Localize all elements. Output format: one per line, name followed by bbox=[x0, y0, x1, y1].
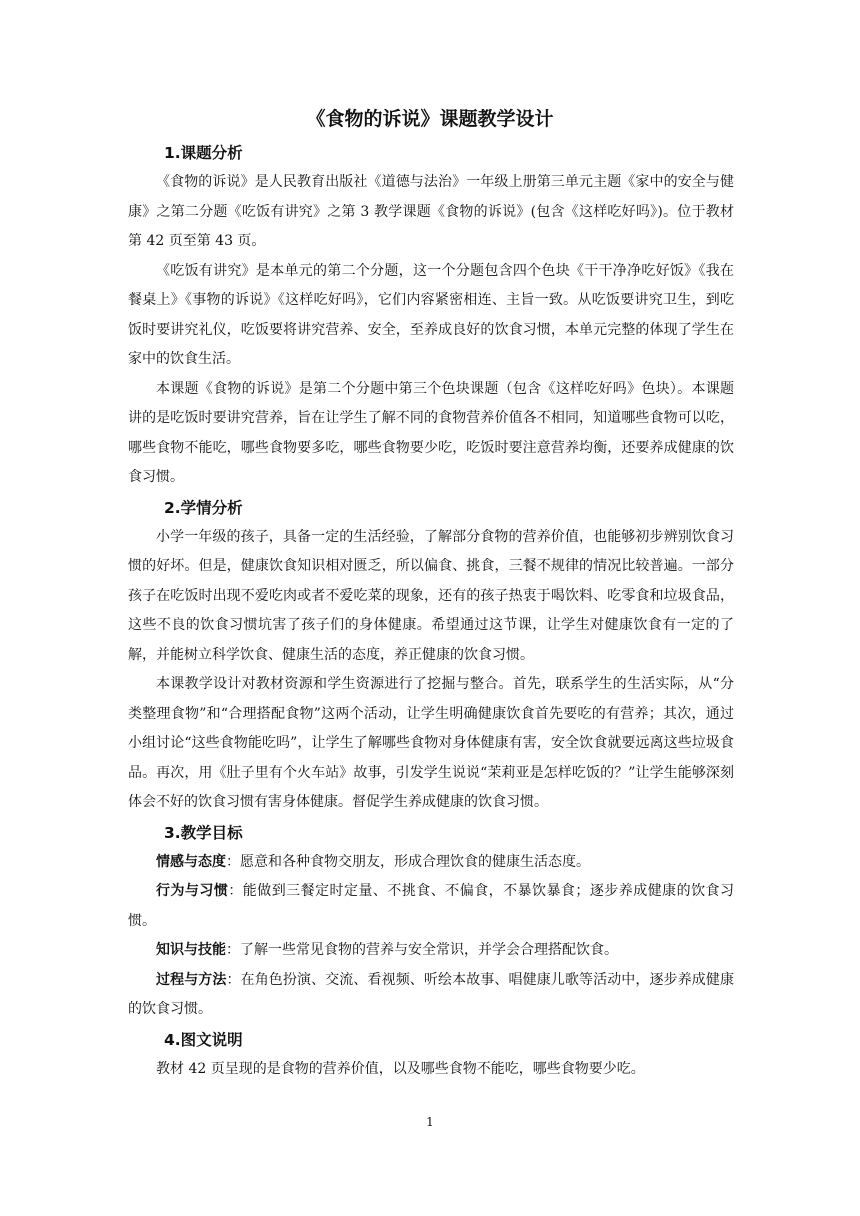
objective-label: 行为与习惯 bbox=[156, 883, 229, 899]
paragraph: 本课教学设计对教材资源和学生资源进行了挖掘与整合。首先，联系学生的生活实际，从“分类整理食物”和“合理搭配食物”这两个活动，让学生明确健康饮食首先要吃的有营养；其次，通过小组讨论“这些食物能吃吗”，让学生了解哪些食物对身体健康有害，安全饮食就要远离这些垃圾食品。再次，用《肚子里有个火车站》故事，引发学生说说“茉莉亚是怎样吃饭的？”让学生能够深刻体会不好的饮食习惯有害身体健康。督促学生养成健康的饮食习惯。 bbox=[128, 676, 734, 810]
objective-text: ：能做到三餐定时定量、不挑食、不偏食，不暴饮暴食；逐步养成健康的饮食习惯。 bbox=[128, 883, 735, 929]
objective-item bbox=[128, 966, 734, 1025]
objective-item bbox=[128, 848, 734, 878]
objective-label: 知识与技能 bbox=[156, 942, 226, 958]
section-heading-student-analysis: 2.学情分析 bbox=[164, 498, 243, 517]
objective-label: 过程与方法 bbox=[156, 971, 227, 988]
objective-item bbox=[128, 936, 734, 966]
document-body bbox=[128, 138, 734, 1084]
section-heading-analysis: 1.课题分析 bbox=[164, 144, 243, 162]
paragraph: 小学一年级的孩子，具备一定的生活经验，了解部分食物的营养价值，也能够初步辨别饮食习惯的好坏。但是，健康饮食知识相对匮乏，所以偏食、挑食，三餐不规律的情况比较普遍。一部分孩子在吃饭时出现不爱吃肉或者不爱吃菜的现象，还有的孩子热衷于喝饮料、吃零食和垃圾食品，这些不良的饮食习惯坑害了孩子们的身体健康。希望通过这节课，让学生对健康饮食有一定的了解，并能树立科学饮食、健康生活的态度，养正健康的饮食习惯。 bbox=[128, 528, 734, 663]
objective-text: ：愿意和各种食物交朋友，形成合理饮食的健康生活态度。 bbox=[226, 853, 590, 870]
document-title: 《食物的诉说》课题教学设计 bbox=[306, 108, 554, 130]
section-heading-illustration: 4.图文说明 bbox=[164, 1030, 243, 1049]
page-number: 1 bbox=[426, 1115, 434, 1129]
objective-item bbox=[128, 877, 734, 936]
paragraph: 本课题《食物的诉说》是第二个分题中第三个色块课题（包含《这样吃好吗》色块）。本课题讲的是吃饭时要讲究营养，旨在让学生了解不同的食物营养价值各不相同，知道哪些食物可以吃，哪些食物不能吃，哪些食物要多吃，哪些食物要少吃，吃饭时要注意营养均衡，还要养成健康的饮食习惯。 bbox=[128, 380, 734, 485]
section-heading-objectives: 3.教学目标 bbox=[164, 823, 243, 842]
objective-text: ：了解一些常见食物的营养与安全常识，并学会合理搭配饮食。 bbox=[226, 942, 618, 958]
paragraph: 教材 42 页呈现的是食物的营养价值，以及哪些食物不能吃，哪些食物要少吃。 bbox=[156, 1060, 645, 1077]
objective-label: 情感与态度 bbox=[156, 853, 226, 870]
paragraph: 《食物的诉说》是人民教育出版社《道德与法治》一年级上册第三单元主题《家中的安全与健康》之第二分题《吃饭有讲究》之第 3 教学课题《食物的诉说》(包含《这样吃好吗》)。位于教材第 42 页至第 43 页。 bbox=[128, 174, 734, 249]
objective-text: ：在角色扮演、交流、看视频、听绘本故事、唱健康儿歌等活动中，逐步养成健康的饮食习惯。 bbox=[128, 971, 734, 1017]
paragraph: 《吃饭有讲究》是本单元的第二个分题，这一个分题包含四个色块《干干净净吃好饭》《我在餐桌上》《事物的诉说》《这样吃好吗》，它们内容紧密相连、主旨一致。从吃饭要讲究卫生，到吃饭时要讲究礼仪，吃饭要将讲究营养、安全，至养成良好的饮食习惯，本单元完整的体现了学生在家中的饮食生活。 bbox=[128, 262, 734, 367]
